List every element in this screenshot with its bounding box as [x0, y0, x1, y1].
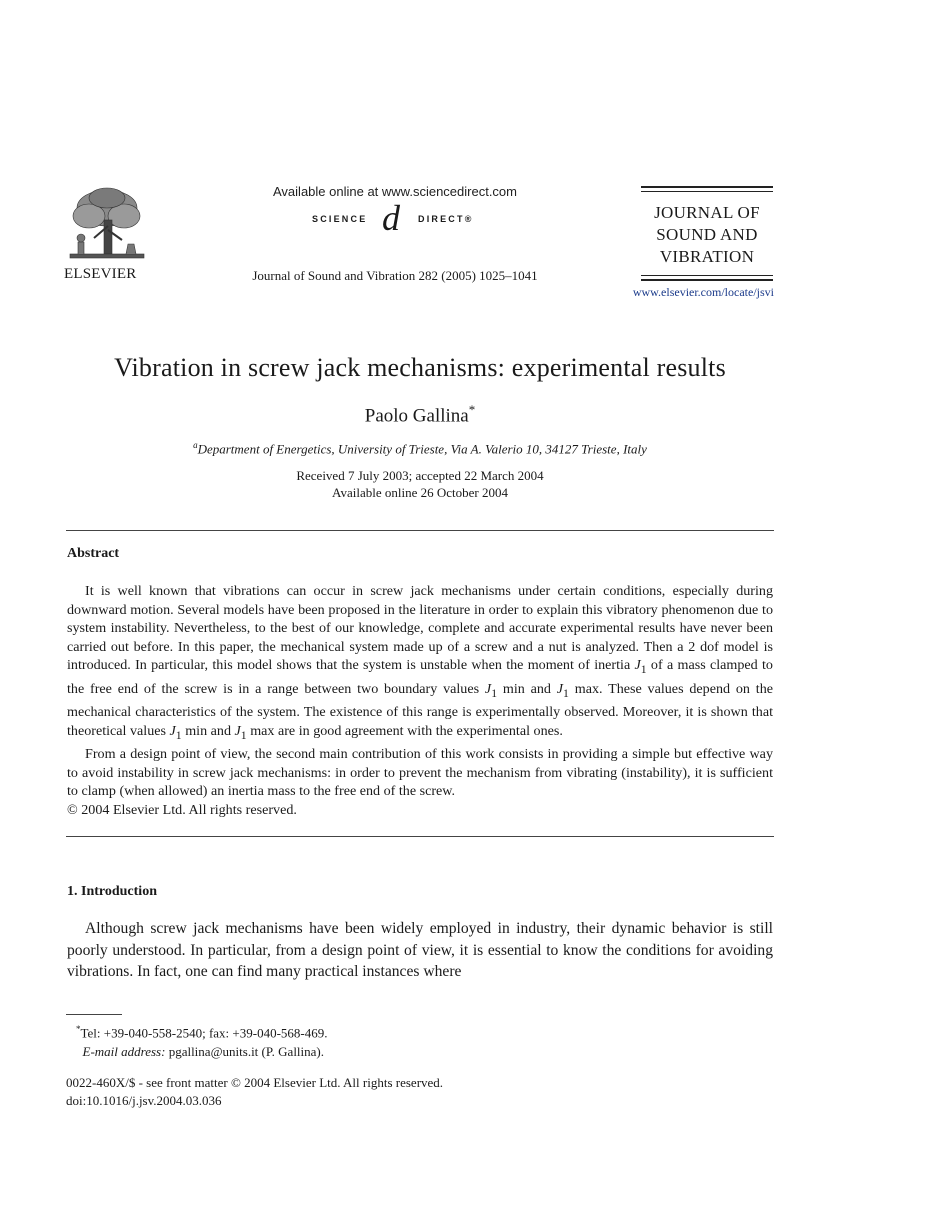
symbol-j: J	[484, 680, 492, 697]
bottom-info	[66, 1074, 766, 1110]
journal-title-line: VIBRATION	[659, 247, 755, 266]
symbol-subscript: 1	[640, 663, 647, 677]
abstract-paragraph	[67, 582, 773, 745]
author-line	[0, 402, 840, 427]
journal-title-line: JOURNAL OF	[654, 203, 760, 222]
footnote-email	[76, 1042, 776, 1061]
available-online-date: Available online 26 October 2004	[332, 485, 508, 500]
symbol-j: J	[234, 722, 241, 739]
symbol-subscript: 1	[563, 686, 569, 700]
article-title: Vibration in screw jack mechanisms: experimental results	[114, 353, 726, 382]
abstract-text: max are in good agreement with the experimental ones.	[246, 722, 563, 739]
article-dates	[0, 467, 840, 501]
symbol-subscript: 1	[491, 686, 498, 700]
footnote-contact	[76, 1020, 776, 1042]
abstract-heading: Abstract	[67, 546, 120, 561]
affiliation-text: Department of Energetics, University of Trieste, Via A. Valerio 10, 34127 Trieste, Italy	[197, 441, 647, 457]
abstract-copyright: © 2004 Elsevier Ltd. All rights reserved.	[67, 801, 297, 818]
journal-title	[641, 202, 773, 268]
sciencedirect-logo-direct: DIRECT®	[418, 214, 474, 224]
symbol-j: J	[556, 680, 564, 697]
abstract-top-rule	[66, 530, 774, 531]
footnote-mark: *	[76, 1024, 81, 1034]
author-footnote-mark[interactable]: *	[468, 402, 476, 417]
introduction-body	[67, 918, 773, 983]
journal-title-rule	[641, 191, 773, 192]
footnote-contact-text: Tel: +39-040-558-2540; fax: +39-040-568-469.	[80, 1025, 328, 1041]
symbol-subscript: 1	[240, 728, 247, 742]
abstract-text: min and	[497, 680, 557, 697]
abstract-bottom-rule	[66, 836, 774, 837]
author-name: Paolo Gallina	[364, 405, 469, 427]
introduction-paragraph: Although screw jack mechanisms have been widely employed in industry, their dynamic behavior is still poorly understood. In particular, from a design point of view, it is essential to know the conditions for avoiding vibrations. In fact, one can find many practical instances where	[67, 920, 773, 980]
journal-citation: Journal of Sound and Vibration 282 (2005) 1025–1041	[252, 268, 538, 283]
journal-title-line: SOUND AND	[656, 225, 758, 244]
footnote-rule	[66, 1014, 122, 1015]
section-heading-introduction: 1. Introduction	[67, 884, 157, 899]
journal-title-rule	[641, 279, 773, 281]
author-footnote	[76, 1020, 776, 1061]
abstract-text: of a mass clamped to the free end of the screw is in a range between two boundary values	[67, 657, 773, 697]
sciencedirect-availability[interactable]: Available online at www.sciencedirect.com	[273, 184, 517, 199]
affiliation	[0, 440, 840, 457]
email-address-link[interactable]: pgallina@units.it (P. Gallina).	[165, 1044, 325, 1060]
abstract-paragraph: From a design point of view, the second main contribution of this work consists in providing a simple but effective way to avoid instability in screw jack mechanisms: in order to prevent the mechanism from vibrating (instability), it is sufficient to clamp (when allowed) an inertia mass to the free end of the screw.	[67, 746, 773, 800]
email-label: E-mail address:	[82, 1044, 166, 1060]
affiliation-mark: a	[193, 440, 198, 450]
journal-title-rule	[641, 275, 773, 276]
doi-link[interactable]: doi:10.1016/j.jsv.2004.03.036	[66, 1093, 222, 1108]
symbol-j: J	[169, 722, 176, 739]
symbol-j: J	[634, 657, 641, 674]
sciencedirect-logo	[300, 200, 490, 240]
sciencedirect-logo-mark: d	[382, 198, 400, 238]
abstract-text: It is well known that vibrations can occur in screw jack mechanisms under certain conditions, especially during downward motion. Several models have been proposed in the literature in order to explain this vibratory phenomenon due to system instability. Nevertheless, to the best of our knowledge, complete and accurate experimental results have never been carried out before. In this paper, the mechanical system made up of a screw and a nut is analyzed. Then a 2 dof model is introduced. In particular, this model shows that the system is unstable when the moment of inertia	[67, 583, 773, 674]
sciencedirect-logo-science: SCIENCE	[312, 214, 368, 224]
symbol-subscript: 1	[175, 728, 182, 742]
publisher-name: ELSEVIER	[64, 266, 137, 282]
abstract-text: min and	[181, 722, 235, 739]
issn-line: 0022-460X/$ - see front matter © 2004 Elsevier Ltd. All rights reserved.	[66, 1075, 444, 1090]
received-date: Received 7 July 2003; accepted 22 March 2004	[296, 468, 544, 483]
abstract-text: max. These values depend on the mechanical characteristics of the system. The existence of this range is experimentally observed. Moreover, it is shown that theoretical values	[67, 680, 773, 739]
journal-url-link[interactable]: www.elsevier.com/locate/jsvi	[632, 285, 774, 299]
abstract-body	[67, 582, 773, 820]
journal-title-rule	[641, 186, 773, 188]
